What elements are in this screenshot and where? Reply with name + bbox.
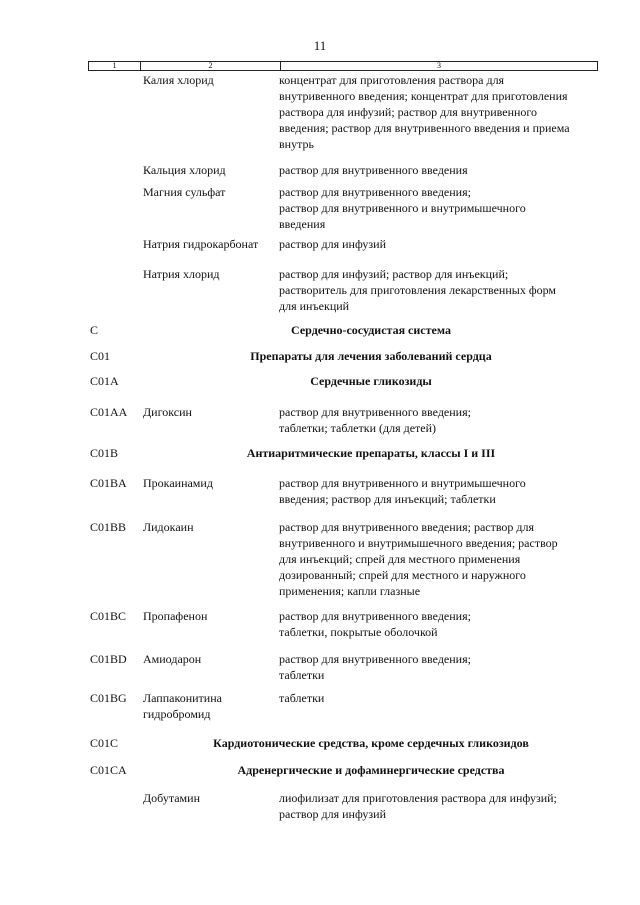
page-number: 11 <box>313 38 327 53</box>
dosage-form-line: раствор для внутривенного введения; <box>279 609 471 623</box>
dosage-form <box>279 608 599 640</box>
dosage-form-line: применения; капли глазные <box>279 584 421 598</box>
dosage-form-line: раствор для внутривенного и внутримышечного <box>279 476 526 490</box>
drug-name: Магния сульфат <box>143 185 226 199</box>
atc-code: C01 <box>90 349 111 363</box>
dosage-form <box>279 236 599 252</box>
dosage-form <box>279 690 599 706</box>
atc-code: C01BC <box>90 609 127 623</box>
dosage-form <box>279 475 599 507</box>
atc-code: C01AA <box>90 405 128 419</box>
drug-name: Дигоксин <box>143 405 192 419</box>
atc-code: C01BB <box>90 520 127 534</box>
drug-name-line: гидробромид <box>143 707 211 721</box>
drug-name: Калия хлорид <box>143 73 214 87</box>
dosage-form-line: внутрь <box>279 137 314 151</box>
dosage-form-line: таблетки, покрытые оболочкой <box>279 625 438 639</box>
dosage-form <box>279 651 599 683</box>
drug-name-line: Лаппаконитина <box>143 691 222 705</box>
dosage-form-line: внутривенного и внутримышечного введения; раствор <box>279 536 558 550</box>
section-heading: Сердечно-сосудистая система <box>291 323 451 337</box>
dosage-form-line: раствор для внутривенного введения; <box>279 405 471 419</box>
column-number-3: 3 <box>437 61 441 70</box>
column-number-header <box>88 61 598 71</box>
dosage-form-line: таблетки <box>279 668 325 682</box>
drug-name: Кальция хлорид <box>143 163 226 177</box>
column-number-2: 2 <box>141 62 281 70</box>
drug-name: Натрия гидрокарбонат <box>143 237 259 251</box>
dosage-form-line: раствор для инфузий <box>279 807 386 821</box>
dosage-form-line: внутривенного введения; концентрат для приготовления <box>279 89 568 103</box>
dosage-form-line: для инъекций <box>279 299 350 313</box>
dosage-form-line: таблетки <box>279 691 325 705</box>
dosage-form <box>279 162 599 178</box>
dosage-form-line: раствор для внутривенного введения; <box>279 652 471 666</box>
dosage-form-line: раствор для внутривенного введения; <box>279 185 471 199</box>
dosage-form-line: лиофилизат для приготовления раствора для инфузий; <box>279 791 557 805</box>
atc-code: C01CA <box>90 763 127 777</box>
drug-name: Натрия хлорид <box>143 267 220 281</box>
dosage-form <box>279 404 599 436</box>
dosage-form-line: концентрат для приготовления раствора для <box>279 73 505 87</box>
dosage-form <box>279 266 599 314</box>
dosage-form <box>279 519 599 599</box>
drug-name: Добутамин <box>143 791 200 805</box>
drug-name: Пропафенон <box>143 609 208 623</box>
dosage-form-line: раствора для инфузий; раствор для внутривенного <box>279 105 538 119</box>
dosage-form-line: раствор для инфузий <box>279 237 386 251</box>
dosage-form <box>279 72 599 152</box>
drug-name <box>143 690 275 722</box>
dosage-form <box>279 184 599 232</box>
drug-name: Прокаинамид <box>143 476 213 490</box>
column-number-1: 1 <box>89 62 141 70</box>
atc-code: C01C <box>90 736 119 750</box>
dosage-form-line: таблетки; таблетки (для детей) <box>279 421 437 435</box>
dosage-form-line: раствор для внутривенного введения <box>279 163 468 177</box>
atc-code: C01A <box>90 374 119 388</box>
dosage-form-line: введения; раствор для внутривенного введения и приема <box>279 121 570 135</box>
section-heading: Адренергические и дофаминергические средства <box>237 763 505 777</box>
dosage-form-line: раствор для внутривенного введения; раствор для <box>279 520 535 534</box>
section-heading: Антиаритмические препараты, классы I и III <box>246 446 496 460</box>
section-heading: Препараты для лечения заболеваний сердца <box>250 349 492 363</box>
dosage-form-line: введения <box>279 217 326 231</box>
atc-code: C01BA <box>90 476 127 490</box>
atc-code: C01B <box>90 446 119 460</box>
dosage-form-line: раствор для инфузий; раствор для инъекций; <box>279 267 509 281</box>
dosage-form-line: для инъекций; спрей для местного применения <box>279 552 521 566</box>
section-heading: Кардиотонические средства, кроме сердечных гликозидов <box>213 736 529 750</box>
section-heading: Сердечные гликозиды <box>310 374 432 388</box>
atc-code: C01BD <box>90 652 127 666</box>
atc-code: C <box>90 323 99 337</box>
dosage-form-line: дозированный; спрей для местного и наружного <box>279 568 526 582</box>
dosage-form-line: раствор для внутривенного и внутримышечного <box>279 201 526 215</box>
dosage-form-line: введения; раствор для инъекций; таблетки <box>279 492 496 506</box>
dosage-form-line: растворитель для приготовления лекарственных форм <box>279 283 557 297</box>
atc-code: C01BG <box>90 691 127 705</box>
dosage-form <box>279 790 599 822</box>
drug-name: Амиодарон <box>143 652 202 666</box>
drug-name: Лидокаин <box>143 520 194 534</box>
